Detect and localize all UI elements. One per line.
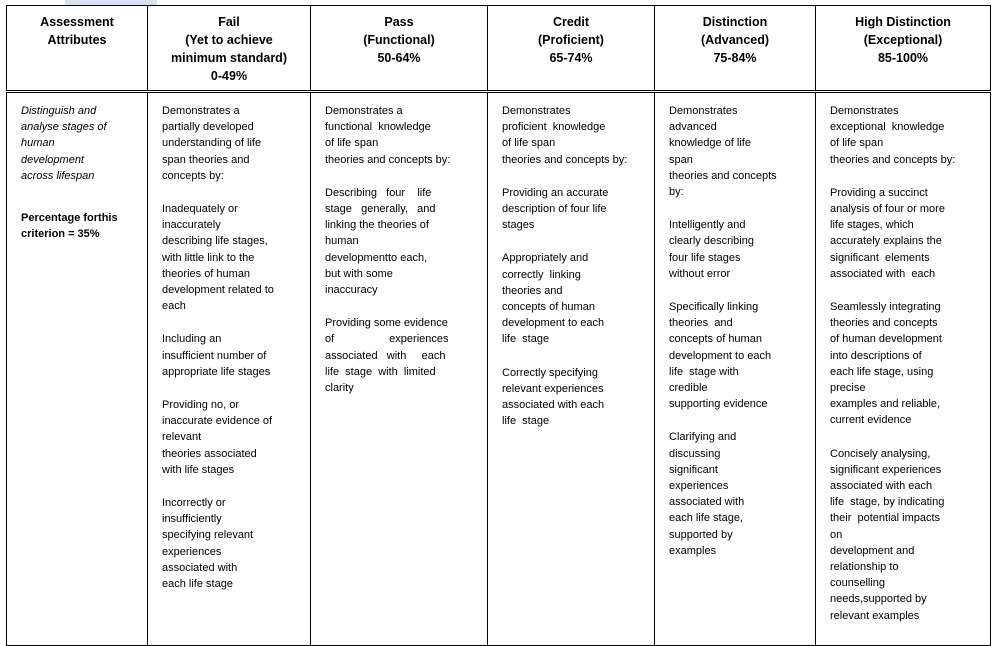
level-item-line: Specifically linking: [669, 301, 759, 314]
level-item-line: associated with each: [830, 480, 933, 493]
header-cell-distinction: [655, 6, 816, 92]
level-item-line: of experiences: [325, 333, 449, 346]
level-item-line: but with some: [325, 267, 393, 280]
level-intro-line: proficient knowledge: [502, 121, 606, 134]
header-line: High Distinction: [855, 15, 951, 29]
level-item-line: counselling: [830, 577, 886, 590]
assessment-rubric-table: [6, 5, 991, 646]
criterion-description: [21, 103, 141, 184]
level-item-line: experiences: [669, 480, 729, 493]
level-item-line: on: [830, 528, 843, 541]
level-item-line: significant: [669, 463, 718, 476]
level-item-line: associated with each: [830, 267, 936, 280]
level-cell-high-distinction: [816, 92, 991, 646]
level-item-line: current evidence: [830, 414, 912, 427]
level-intro: [830, 103, 984, 168]
level-intro-line: exceptional knowledge: [830, 121, 945, 134]
level-item-line: theories and: [502, 284, 563, 297]
header-line: 50-64%: [377, 51, 421, 65]
header-line: (Advanced): [700, 33, 770, 47]
level-item-line: each life stage,: [669, 512, 743, 525]
level-item-line: appropriate life stages: [162, 365, 271, 378]
level-criterion-item: [502, 250, 648, 347]
header-line: (Exceptional): [863, 33, 943, 47]
level-criterion-item: [669, 217, 809, 282]
level-item-line: associated with: [669, 496, 745, 509]
level-item-line: development related to: [162, 284, 274, 297]
level-intro-line: of life span: [325, 137, 379, 150]
level-item-line: specifying relevant: [162, 529, 254, 542]
level-item-line: Providing an accurate: [502, 186, 609, 199]
level-cell-credit: [488, 92, 655, 646]
level-criterion-item: [830, 446, 984, 624]
level-intro: [669, 103, 809, 200]
header-line: Credit: [552, 15, 590, 29]
level-item-line: with little link to the: [162, 251, 255, 264]
level-item-line: theories and: [669, 317, 733, 330]
header-line: Attributes: [47, 33, 107, 47]
level-criterion-item: [162, 495, 304, 592]
level-item-line: each life stage, using: [830, 365, 934, 378]
level-item-line: without error: [669, 267, 731, 280]
level-item-line: relevant: [162, 431, 202, 444]
level-item-line: concepts of human: [502, 301, 595, 314]
level-cell-pass: [311, 92, 488, 646]
header-line: (Yet to achieve: [185, 33, 273, 47]
criterion-row: [7, 92, 991, 646]
level-item-line: Providing no, or: [162, 399, 240, 412]
level-item-line: life stages, which: [830, 219, 914, 232]
level-intro: [325, 103, 481, 168]
level-intro: [162, 103, 304, 184]
level-cell-fail: [148, 92, 311, 646]
level-item-line: developmentto each,: [325, 251, 428, 264]
level-item-line: Incorrectly or: [162, 497, 226, 510]
level-item-line: relevant examples: [830, 609, 920, 622]
level-item-line: accurately explains the: [830, 235, 942, 248]
level-item-line: inaccuracy: [325, 284, 378, 297]
header-cell-fail: [148, 6, 311, 92]
level-item-line: each: [162, 300, 186, 313]
level-item-line: associated with: [162, 561, 238, 574]
level-criterion-item: [502, 185, 648, 234]
level-criterion-item: [162, 397, 304, 478]
criterion-line: human: [21, 137, 55, 150]
level-item-line: stages: [502, 219, 535, 232]
level-criterion-item: [162, 331, 304, 380]
level-item-line: life stage with limited: [325, 365, 436, 378]
level-criterion-item: [162, 201, 304, 314]
level-intro-line: theories and concepts by:: [325, 153, 451, 166]
level-intro-line: Demonstrates: [502, 105, 571, 117]
level-criterion-item: [502, 365, 648, 430]
header-line: (Functional): [363, 33, 435, 47]
level-item-line: Appropriately and: [502, 252, 589, 265]
level-item-line: Seamlessly integrating: [830, 301, 941, 314]
percentage-line: Percentage forthis: [21, 212, 118, 225]
level-item-line: precise: [830, 382, 866, 395]
header-line: 0-49%: [210, 69, 248, 83]
header-line: 75-84%: [713, 51, 757, 65]
header-cell-high-distinction: [816, 6, 991, 92]
level-item-line: supporting evidence: [669, 398, 768, 411]
percentage-line: criterion = 35%: [21, 228, 100, 241]
header-line: minimum standard): [171, 51, 287, 65]
criterion-cell: [7, 92, 148, 646]
level-intro-line: understanding of life: [162, 137, 262, 150]
level-item-line: discussing: [669, 447, 721, 460]
level-item-line: theories and concepts: [830, 317, 938, 330]
level-item-line: Concisely analysing,: [830, 447, 931, 460]
level-item-line: life stage: [502, 415, 550, 428]
level-criterion-item: [669, 299, 809, 412]
level-item-line: description of four life: [502, 203, 607, 216]
header-row: [7, 6, 991, 92]
criterion-line: Distinguish and: [21, 105, 97, 117]
level-item-line: theories of human: [162, 267, 251, 280]
level-item-line: examples and reliable,: [830, 398, 941, 411]
level-item-line: correctly linking: [502, 268, 581, 281]
header-cell-pass: [311, 6, 488, 92]
level-intro-line: advanced: [669, 121, 717, 134]
level-intro-line: knowledge of life: [669, 137, 751, 150]
level-item-line: human: [325, 235, 359, 248]
level-criterion-item: [325, 185, 481, 298]
level-intro-line: of life span: [830, 137, 884, 150]
criterion-line: development: [21, 153, 84, 166]
header-line: Distinction: [702, 15, 768, 29]
level-item-line: relationship to: [830, 561, 899, 574]
level-item-line: Providing a succinct: [830, 186, 928, 199]
header-cell-attributes: [7, 6, 148, 92]
level-item-line: life stage: [502, 333, 550, 346]
level-item-line: credible: [669, 382, 708, 395]
level-item-line: analysis of four or more: [830, 203, 945, 216]
level-criterion-item: [830, 185, 984, 282]
level-item-line: experiences: [162, 545, 222, 558]
level-item-line: Inadequately or: [162, 203, 238, 216]
level-item-line: Clarifying and: [669, 431, 737, 444]
criterion-percentage: [21, 210, 141, 242]
level-intro-line: of life span: [502, 137, 556, 150]
level-item-line: inaccurately: [162, 219, 221, 232]
level-item-line: Describing four life: [325, 186, 432, 199]
level-item-line: Providing some evidence: [325, 317, 448, 330]
level-item-line: needs,supported by: [830, 593, 927, 606]
level-item-line: life stage with: [669, 365, 739, 378]
level-intro-line: theories and concepts by:: [502, 153, 628, 166]
level-criterion-item: [669, 429, 809, 559]
level-intro-line: Demonstrates a: [325, 105, 403, 117]
level-item-line: inaccurate evidence of: [162, 415, 273, 428]
level-intro-line: theories and concepts: [669, 169, 777, 182]
level-intro-line: Demonstrates: [669, 105, 738, 117]
header-line: (Proficient): [538, 33, 604, 47]
level-intro: [502, 103, 648, 168]
header-line: Fail: [218, 15, 240, 29]
level-item-line: four life stages: [669, 251, 741, 264]
level-intro-line: concepts by:: [162, 169, 224, 182]
level-criterion-item: [830, 299, 984, 429]
level-item-line: development and: [830, 544, 915, 557]
level-item-line: associated with each: [502, 399, 605, 412]
level-intro-line: partially developed: [162, 121, 254, 134]
level-intro-line: Demonstrates: [830, 105, 899, 117]
level-item-line: theories associated: [162, 447, 257, 460]
level-item-line: examples: [669, 544, 717, 557]
level-intro-line: functional knowledge: [325, 121, 431, 134]
level-item-line: clearly describing: [669, 235, 754, 248]
criterion-line: analyse stages of: [21, 121, 107, 134]
level-item-line: insufficiently: [162, 513, 222, 526]
criterion-line: across lifespan: [21, 169, 95, 182]
level-item-line: supported by: [669, 528, 733, 541]
level-intro-line: span theories and: [162, 153, 250, 166]
level-intro-line: span: [669, 153, 693, 166]
level-item-line: Correctly specifying: [502, 366, 598, 379]
header-line: Assessment: [40, 15, 114, 29]
level-item-line: their potential impacts: [830, 512, 941, 525]
level-item-line: linking the theories of: [325, 219, 429, 232]
header-cell-credit: [488, 6, 655, 92]
level-item-line: development to each: [669, 349, 772, 362]
level-cell-distinction: [655, 92, 816, 646]
level-criterion-item: [325, 315, 481, 396]
level-intro-line: theories and concepts by:: [830, 153, 956, 166]
level-item-line: clarity: [325, 382, 354, 395]
level-item-line: Intelligently and: [669, 219, 746, 232]
level-item-line: significant experiences: [830, 463, 942, 476]
header-line: 65-74%: [549, 51, 593, 65]
level-item-line: with life stages: [162, 463, 235, 476]
header-line: 85-100%: [877, 51, 929, 65]
level-item-line: describing life stages,: [162, 235, 268, 248]
level-intro-line: by:: [669, 186, 684, 199]
level-item-line: development to each: [502, 317, 605, 330]
header-line: Pass: [384, 15, 414, 29]
level-item-line: each life stage: [162, 578, 233, 591]
level-item-line: life stage, by indicating: [830, 496, 945, 509]
level-intro-line: Demonstrates a: [162, 105, 240, 117]
level-item-line: insufficient number of: [162, 349, 267, 362]
level-item-line: of human development: [830, 333, 942, 346]
level-item-line: Including an: [162, 333, 222, 346]
level-item-line: stage generally, and: [325, 203, 436, 216]
level-item-line: relevant experiences: [502, 382, 604, 395]
level-item-line: concepts of human: [669, 333, 762, 346]
level-item-line: significant elements: [830, 251, 930, 264]
level-item-line: into descriptions of: [830, 349, 922, 362]
level-item-line: associated with each: [325, 349, 446, 362]
